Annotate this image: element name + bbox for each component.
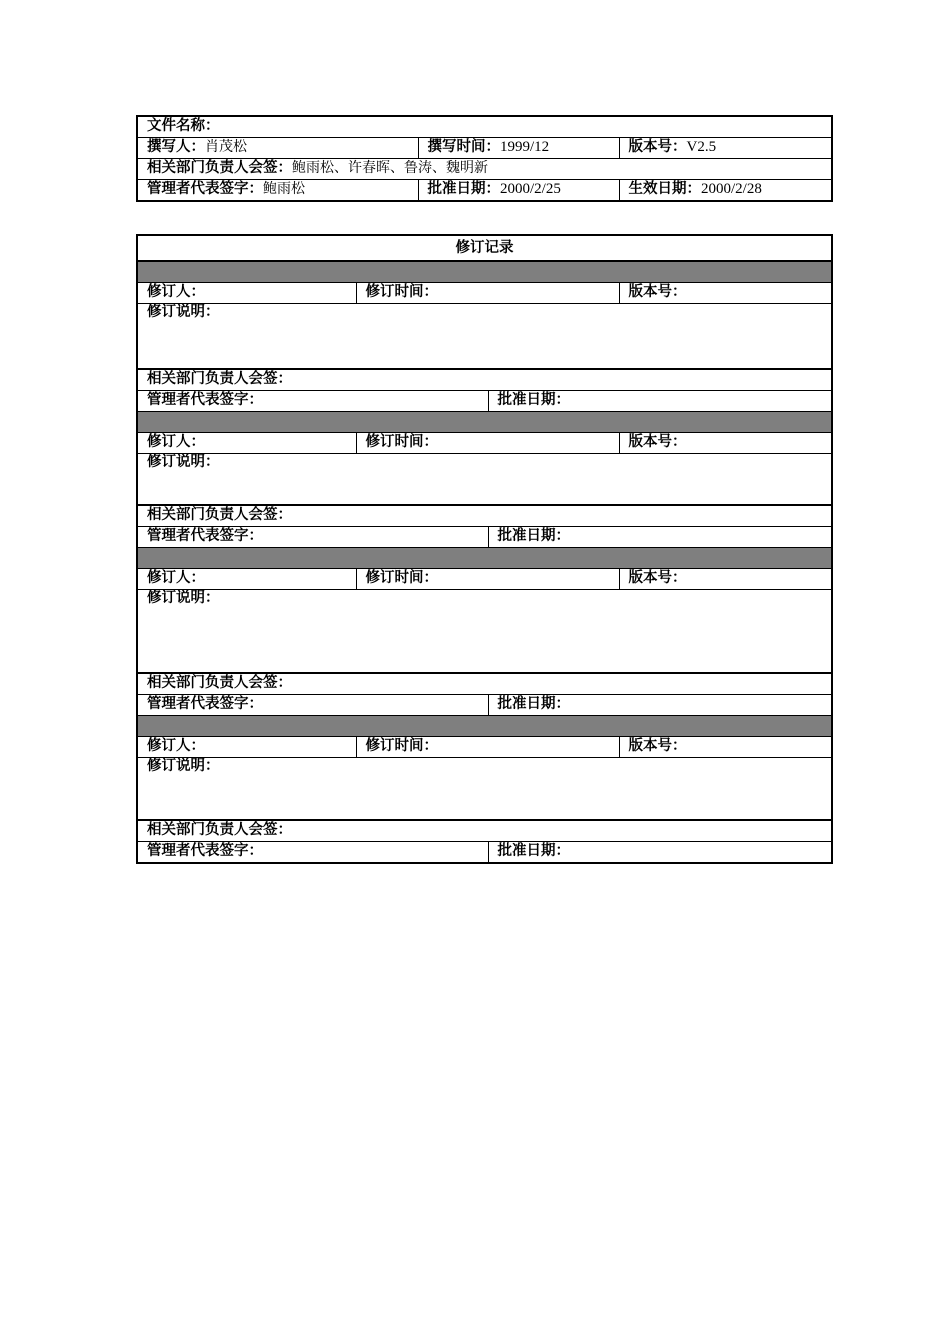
revision-dept-sign-label: 相关部门负责人会签：	[137, 820, 832, 842]
reviser-label: 修订人：	[137, 433, 356, 454]
revision-block-separator	[137, 412, 832, 433]
revision-approve-date-label: 批准日期：	[488, 527, 832, 548]
revision-dept-sign-label: 相关部门负责人会签：	[137, 505, 832, 527]
mgr-sign-cell	[137, 180, 418, 202]
mgr-sign-value: 鲍雨松	[263, 181, 305, 197]
author-cell	[137, 138, 418, 159]
dept-sign-cell	[137, 159, 832, 180]
dept-sign-value: 鲍雨松、许春晖、鲁涛、魏明新	[292, 160, 488, 176]
reviser-label: 修订人：	[137, 569, 356, 590]
revision-approve-date-label: 批准日期：	[488, 695, 832, 716]
revision-version-label: 版本号：	[619, 569, 832, 590]
effective-date-label: 生效日期：	[628, 181, 701, 197]
revision-mgr-sign-label: 管理者代表签字：	[137, 842, 488, 864]
revise-time-label: 修订时间：	[356, 433, 619, 454]
write-time-cell	[418, 138, 619, 159]
revise-time-label: 修订时间：	[356, 283, 619, 304]
revision-block-separator	[137, 716, 832, 737]
revision-dept-sign-label: 相关部门负责人会签：	[137, 369, 832, 391]
approve-date-label: 批准日期：	[427, 181, 500, 197]
revision-approve-date-label: 批准日期：	[488, 391, 832, 412]
revision-approve-date-label: 批准日期：	[488, 842, 832, 864]
author-label: 撰写人：	[147, 139, 205, 155]
effective-date-value: 2000/2/28	[701, 181, 762, 197]
author-value: 肖茂松	[205, 139, 247, 155]
dept-sign-label: 相关部门负责人会签：	[147, 160, 292, 176]
revision-description-label: 修订说明：	[137, 590, 832, 674]
mgr-sign-label: 管理者代表签字：	[147, 181, 263, 197]
write-time-label: 撰写时间：	[427, 139, 500, 155]
version-cell	[619, 138, 832, 159]
revise-time-label: 修订时间：	[356, 737, 619, 758]
version-value: V2.5	[686, 139, 717, 155]
revision-mgr-sign-label: 管理者代表签字：	[137, 527, 488, 548]
file-name-cell	[137, 116, 832, 138]
revision-version-label: 版本号：	[619, 737, 832, 758]
document-info-table	[136, 115, 833, 202]
effective-date-cell	[619, 180, 832, 202]
revision-block-separator	[137, 548, 832, 569]
revision-description-label: 修订说明：	[137, 304, 832, 370]
revision-version-label: 版本号：	[619, 433, 832, 454]
revision-block-separator	[137, 261, 832, 283]
revision-description-label: 修订说明：	[137, 758, 832, 821]
revision-version-label: 版本号：	[619, 283, 832, 304]
file-name-label: 文件名称：	[147, 118, 220, 134]
approve-date-value: 2000/2/25	[500, 181, 561, 197]
write-time-value: 1999/12	[500, 139, 550, 155]
reviser-label: 修订人：	[137, 737, 356, 758]
approve-date-cell	[418, 180, 619, 202]
revision-mgr-sign-label: 管理者代表签字：	[137, 391, 488, 412]
revision-title: 修订记录	[137, 235, 832, 261]
reviser-label: 修订人：	[137, 283, 356, 304]
revision-record-table	[136, 234, 833, 864]
revise-time-label: 修订时间：	[356, 569, 619, 590]
revision-mgr-sign-label: 管理者代表签字：	[137, 695, 488, 716]
revision-description-label: 修订说明：	[137, 454, 832, 506]
version-label: 版本号：	[628, 139, 687, 155]
revision-dept-sign-label: 相关部门负责人会签：	[137, 673, 832, 695]
